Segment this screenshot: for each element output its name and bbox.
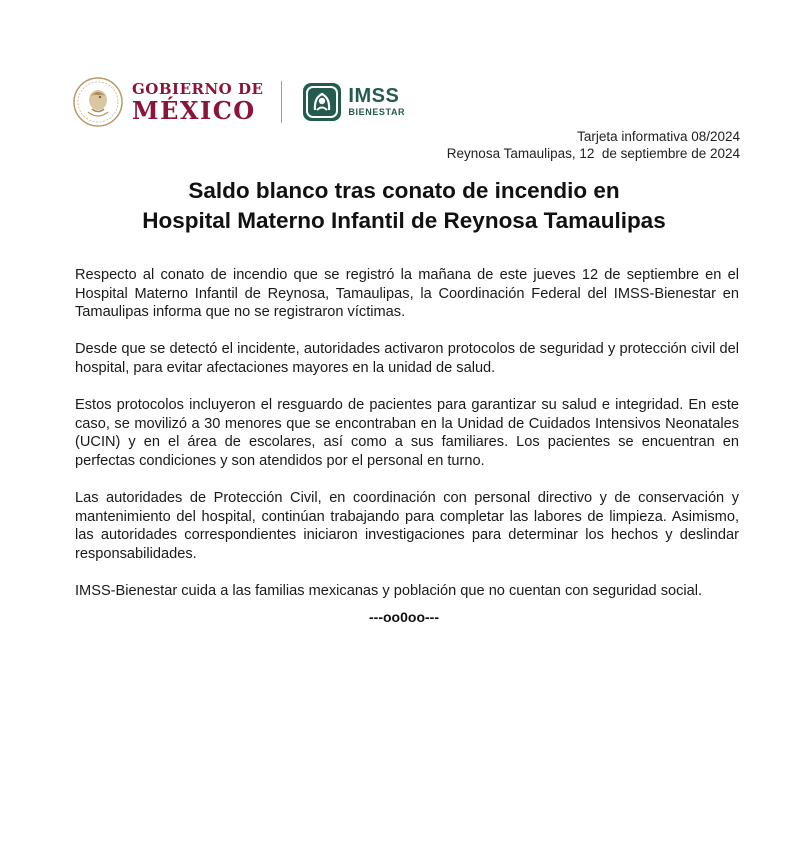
imss-line1: IMSS <box>348 85 400 107</box>
paragraph-3: Estos protocolos incluyeron el resguardo de pacientes para garantizar su salud e integridad. En este caso, se movilizó a 30 menores que se encontraban en la Unidad de Cuidados Intensivos Neonatales (UCIN) y en el área de escolares, así como a sus familiares. Los pacientes se encuentran en perfectas condiciones y son atendidos por el personal en turno. <box>75 397 739 469</box>
title-line1: Saldo blanco tras conato de incendio en <box>188 178 620 203</box>
mexico-coat-of-arms-icon <box>72 76 124 128</box>
logo-divider <box>281 81 282 123</box>
paragraph-5: IMSS-Bienestar cuida a las familias mexicanas y población que no cuentan con seguridad social. <box>75 583 703 600</box>
closing-mark: ---oo0oo--- <box>369 609 439 625</box>
document-body <box>75 266 739 619</box>
place-date: Reynosa Tamaulipas, 12 de septiembre de 2024 <box>446 146 740 161</box>
paragraph-4: Las autoridades de Protección Civil, en coordinación con personal directivo y de conservación y mantenimiento del hospital, continúan trabajando para completar las labores de limpieza. Asimismo, las autoridades correspondientes iniciaron investigaciones para determinar los hechos y deslindar responsabilidades. <box>75 490 739 562</box>
paragraph-1: Respecto al conato de incendio que se registró la mañana de este jueves 12 de septiembre en el Hospital Materno Infantil de Reynosa, Tamaulipas, la Coordinación Federal del IMSS-Bienestar en Tamaulipas informa que no se registraron víctimas. <box>75 267 739 321</box>
gobierno-line2: MÉXICO <box>132 95 256 125</box>
gobierno-line1: GOBIERNO DE <box>132 79 264 98</box>
title-line2: Hospital Materno Infantil de Reynosa Tamaulipas <box>142 208 666 233</box>
document-meta <box>447 128 740 162</box>
header-logos <box>72 74 405 130</box>
paragraph-2: Desde que se detectó el incidente, autoridades activaron protocolos de seguridad y protección civil del hospital, para evitar afectaciones mayores en la unidad de salud. <box>75 341 739 376</box>
imss-line2: BIENESTAR <box>348 107 406 117</box>
tarjeta-number: Tarjeta informativa 08/2024 <box>577 129 740 144</box>
imss-bienestar-logo <box>348 86 405 118</box>
document-title <box>40 176 768 236</box>
imss-bienestar-emblem-icon <box>302 82 342 122</box>
gobierno-de-mexico-logo <box>132 81 263 124</box>
